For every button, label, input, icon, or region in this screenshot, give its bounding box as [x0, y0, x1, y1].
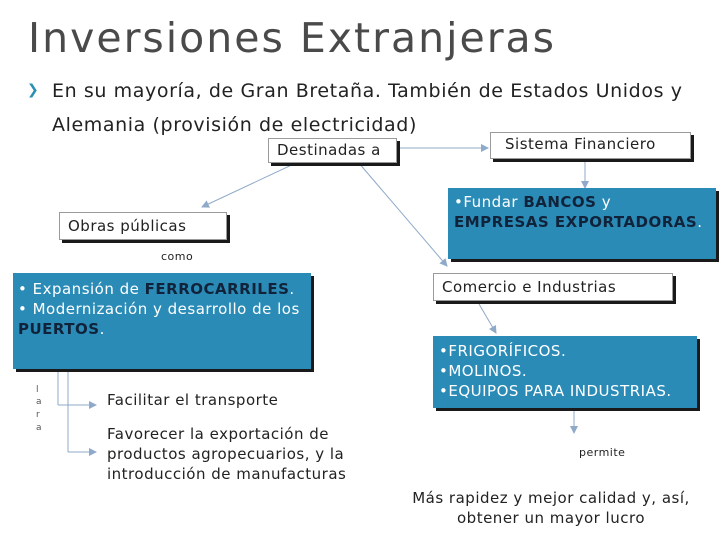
margin-fragment: l: [36, 385, 39, 395]
sistema-financiero-box: [490, 132, 691, 159]
bullet-arrow-icon: ❯: [27, 82, 39, 98]
obras-publicas-label: Obras públicas: [68, 217, 187, 235]
empresas-text: EMPRESAS EXPORTADORAS: [454, 213, 698, 231]
frigorificos-item: •FRIGORÍFICOS.: [439, 342, 567, 360]
destinadas-label: Destinadas a: [277, 141, 381, 159]
fundar-end: .: [697, 213, 703, 231]
slide-title: Inversiones Extranjeras: [28, 14, 557, 62]
fundar-box: [448, 188, 716, 259]
industrias-box: [433, 336, 697, 408]
destinadas-box: [268, 138, 397, 163]
margin-fragment: a: [36, 423, 42, 433]
molinos-item: •MOLINOS.: [439, 362, 528, 380]
ferrocarriles-text: FERROCARRILES: [144, 280, 290, 298]
sistema-financiero-label: Sistema Financiero: [505, 135, 656, 153]
permite-label: permite: [579, 446, 626, 459]
facilitar-text: Facilitar el transporte: [107, 391, 279, 409]
margin-fragment: r: [36, 410, 40, 420]
arrow-to-obras: [202, 162, 298, 207]
fundar-y: y: [596, 193, 612, 211]
favorecer-text: Favorecer la exportación de productos agropecuarios, y la introducción de manufacturas: [107, 425, 347, 483]
como-label: como: [161, 250, 194, 263]
ferrocarriles-box: [13, 273, 311, 369]
puertos-text: PUERTOS: [18, 320, 100, 338]
obras-publicas-box: [59, 212, 227, 240]
fundar-prefix: •Fundar: [454, 193, 524, 211]
bancos-text: BANCOS: [523, 193, 597, 211]
expansion-line: • Expansión de FERROCARRILES.: [18, 280, 295, 298]
equipos-item: •EQUIPOS PARA INDUSTRIAS.: [439, 382, 672, 400]
mas-rapidez-text: Más rapidez y mejor calidad y, así, obtener un mayor lucro: [412, 489, 690, 527]
margin-fragment: a: [36, 397, 42, 407]
comercio-industrias-box: [433, 273, 673, 301]
comercio-industrias-label: Comercio e Industrias: [442, 278, 617, 296]
arrow-to-comercio: [358, 162, 447, 266]
arrow-to-products: [479, 304, 496, 333]
modernizacion-line: • Modernización y desarrollo de los PUERTOS.: [18, 300, 300, 338]
bullet-text: En su mayoría, de Gran Bretaña. También de Estados Unidos y Alemania (provisión de electricidad): [52, 80, 683, 136]
